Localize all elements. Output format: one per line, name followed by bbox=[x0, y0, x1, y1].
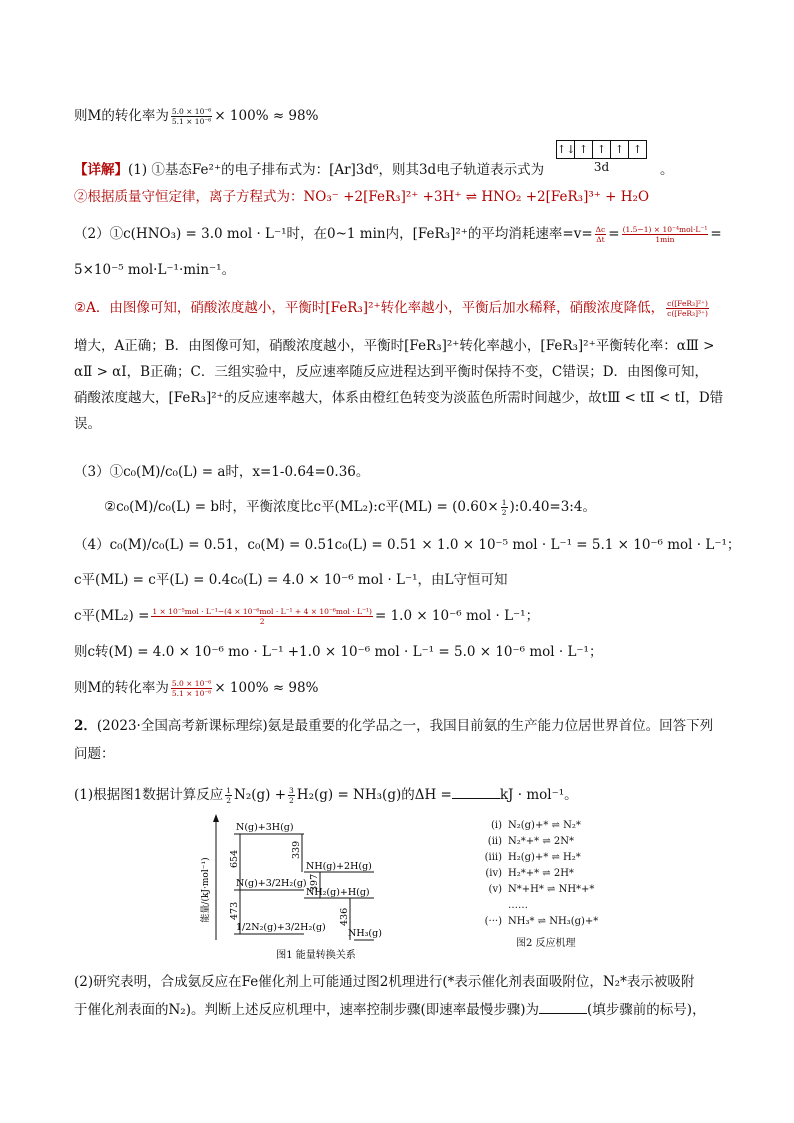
fraction: $\frac{\text{5.0 × 10⁻⁶}}{\text{5.1 × 10⁻⁶}}$ bbox=[171, 107, 212, 126]
part2-line5: αⅡ > αⅠ，B正确；C．三组实验中，反应速率随反应进程达到平衡时保持不变，C错误；D．由图像可知， bbox=[74, 364, 709, 380]
q2-sub1-line: (1)根据图1数据计算反应 $\frac{1}{2}$ N₂(g) + $\frac{3}{2}$ H₂(g) = NH₃(g)的ΔH = kJ · mol⁻¹。 bbox=[74, 786, 578, 805]
part4-line1: （4）c₀(M)/c₀(L) = 0.51，c₀(M) = 0.51c₀(L) = 0.51 × 1.0 × 10⁻⁵ mol · L⁻¹ = 5.1 × 10⁻⁶ mol · L⁻¹； bbox=[74, 537, 741, 553]
mechanism-step bbox=[468, 898, 598, 914]
mechanism-step bbox=[468, 818, 598, 834]
part2-line1: （2）①c(HNO₃) = 3.0 mol · L⁻¹时，在0~1 min内，[FeR₃]²⁺的平均消耗速率=v= $\frac{\Delta c}{\Delta t}$ = $\frac{\text{(1.5−1) × 10⁻⁴mol·L⁻¹}}{1\min}$ = bbox=[74, 225, 722, 244]
mechanism-step bbox=[468, 834, 598, 850]
step-label: (ii) bbox=[487, 836, 502, 847]
q2-intro-line2: 问题： bbox=[74, 746, 115, 762]
answer-blank[interactable] bbox=[452, 798, 500, 799]
step-equation: H₂(g)+* ⇌ H₂* bbox=[508, 852, 581, 863]
orbital-boxes bbox=[556, 140, 647, 159]
fraction: $\frac{\text{c([FeR₃]²⁺)}}{\text{c([FeR₃]³⁺)}}$ bbox=[667, 299, 708, 318]
answer-blank[interactable] bbox=[539, 1013, 587, 1014]
gap-label: 339 bbox=[291, 840, 302, 859]
fraction: $\frac{1}{2}$ bbox=[501, 498, 507, 517]
y-axis-label: 能量/(kJ·mol⁻¹) bbox=[201, 857, 211, 923]
detail-part1b-line: ②根据质量守恒定律，离子方程式为：NO₃⁻ +2[FeR₃]²⁺ +3H⁺ ⇌ HNO₂ +2[FeR₃]³⁺ + H₂O bbox=[74, 189, 650, 205]
mechanism-steps bbox=[468, 818, 598, 930]
mechanism-step bbox=[468, 850, 598, 866]
question-number: 2． bbox=[74, 718, 97, 734]
part3-line1: （3）①c₀(M)/c₀(L) = a时，x=1-0.64=0.36。 bbox=[74, 464, 370, 480]
mechanism-step bbox=[468, 914, 598, 930]
gap-label: 397 bbox=[309, 873, 320, 892]
level-label: NH(g)+2H(g) bbox=[306, 861, 372, 872]
step-label: (v) bbox=[488, 884, 502, 895]
figure2-caption: 图2 反应机理 bbox=[516, 938, 576, 949]
part2-line7: 误。 bbox=[74, 416, 101, 432]
step-label: (iii) bbox=[484, 852, 502, 863]
figure2-mechanism bbox=[468, 818, 598, 952]
orbital-cell: ↑ bbox=[575, 141, 593, 158]
part4-line5: 则M的转化率为 $\frac{\text{5.0 × 10⁻⁶}}{\text{5.1 × 10⁻⁶}}$ × 100% ≈ 98% bbox=[74, 679, 319, 698]
gap-label: 473 bbox=[229, 901, 240, 920]
step-equation: N₂*+* ⇌ 2N* bbox=[508, 836, 574, 847]
y-axis-arrow bbox=[213, 814, 219, 822]
part4-line3: c平(ML₂) = $\frac{\text{1 × 10⁻⁵mol · L⁻¹−(4 × 10⁻⁶mol · L⁻¹ + 4 × 10⁻⁶mol · L⁻¹)}}{2}$ = 1.0 × 10⁻⁶ mol · L⁻¹； bbox=[74, 607, 540, 626]
mechanism-step bbox=[468, 866, 598, 882]
step-equation: …… bbox=[508, 900, 528, 911]
part4-line4: 则c转(M) = 4.0 × 10⁻⁶ mo · L⁻¹ +1.0 × 10⁻⁶ mol · L⁻¹ = 5.0 × 10⁻⁶ mol · L⁻¹； bbox=[74, 644, 603, 660]
part2-line3: ②A．由图像可知，硝酸浓度越小，平衡时[FeR₃]²⁺转化率越小，平衡后加水稀释，硝酸浓度降低， $\frac{\text{c([FeR₃]²⁺)}}{\text{c([FeR₃]³⁺)}}$ bbox=[74, 299, 708, 318]
level-label: N(g)+3H(g) bbox=[236, 822, 294, 833]
level-label: NH₂(g)+H(g) bbox=[306, 887, 370, 898]
orbital-cell: ↑ bbox=[632, 143, 643, 156]
fraction: $\frac{3}{2}$ bbox=[289, 786, 294, 805]
fraction: $\frac{\Delta c}{\Delta t}$ bbox=[595, 225, 606, 244]
step-label: (iv) bbox=[485, 868, 502, 879]
step-equation: NH₃* ⇌ NH₃(g)+* bbox=[508, 916, 599, 927]
part2-line2: 5×10⁻⁵ mol·L⁻¹·min⁻¹。 bbox=[74, 262, 236, 278]
mechanism-step bbox=[468, 882, 598, 898]
q2-intro-line1: 2．(2023·全国高考新课标理综)氨是最重要的化学品之一，我国目前氨的生产能力位居世界首位。回答下列 bbox=[74, 718, 714, 734]
gap-label: 654 bbox=[229, 849, 240, 868]
part2-line6: 硝酸浓度越大，[FeR₃]²⁺的反应速率越大，体系由橙红色转变为淡蓝色所需时间越少，故tⅢ < tⅡ < tⅠ，D错 bbox=[74, 390, 724, 406]
orbital-diagram bbox=[556, 140, 647, 174]
q2-sub2-line1: (2)研究表明，合成氨反应在Fe催化剂上可能通过图2机理进行(*表示催化剂表面吸附位，N₂*表示被吸附 bbox=[74, 974, 695, 990]
orbital-cell: ↑↓ bbox=[557, 143, 576, 156]
step-equation: H₂*+* ⇌ 2H* bbox=[508, 868, 574, 879]
fraction: $\frac{1}{2}$ bbox=[226, 786, 231, 805]
level-label: NH₃(g) bbox=[348, 928, 382, 939]
level-label: 1/2N₂(g)+3/2H₂(g) bbox=[236, 922, 326, 933]
fraction: $\frac{\text{(1.5−1) × 10⁻⁴mol·L⁻¹}}{1\min}$ bbox=[622, 225, 708, 244]
orbital-cell: ↑ bbox=[611, 141, 629, 158]
detail-bracket: 【详解】 bbox=[74, 162, 128, 178]
gap-label: 436 bbox=[339, 907, 350, 926]
orbital-cell: ↑ bbox=[593, 141, 611, 158]
fraction: $\frac{\text{1 × 10⁻⁵mol · L⁻¹−(4 × 10⁻⁶mol · L⁻¹ + 4 × 10⁻⁶mol · L⁻¹)}}{2}$ bbox=[152, 607, 372, 626]
level-label: N(g)+3/2H₂(g) bbox=[236, 878, 307, 889]
part2-line4: 增大，A正确；B．由图像可知，硝酸浓度越小，平衡时[FeR₃]²⁺转化率越小，[FeR₃]²⁺平衡转化率：αⅢ > bbox=[74, 338, 715, 354]
step-label: (i) bbox=[490, 820, 502, 831]
top-conversion-line: 则M的转化率为 $\frac{\text{5.0 × 10⁻⁶}}{\text{5.1 × 10⁻⁶}}$ × 100% ≈ 98% bbox=[74, 107, 319, 126]
detail-part1-line: 【详解】(1) ①基态Fe²⁺的电子排布式为：[Ar]3d⁶，则其3d电子轨道表示式为 。 bbox=[74, 162, 674, 178]
fraction: $\frac{\text{5.0 × 10⁻⁶}}{\text{5.1 × 10⁻⁶}}$ bbox=[171, 679, 212, 698]
figure1-caption: 图1 能量转换关系 bbox=[276, 950, 356, 961]
part3-line2: ②c₀(M)/c₀(L) = b时，平衡浓度比c平(ML₂):c平(ML) = (0.60× $\frac{1}{2}$ ):0.40=3:4。 bbox=[104, 498, 596, 517]
step-label: (···) bbox=[484, 916, 502, 927]
q2-sub2-line2: 于催化剂表面的N₂)。判断上述反应机理中，速率控制步骤(即速率最慢步骤)为 (填步骤前的标号)， bbox=[74, 1002, 706, 1018]
step-equation: N₂(g)+* ⇌ N₂* bbox=[508, 820, 581, 831]
figure1-energy-diagram bbox=[196, 812, 426, 962]
part4-line2: c平(ML) = c平(L) = 0.4c₀(L) = 4.0 × 10⁻⁶ mol · L⁻¹，由L守恒可知 bbox=[74, 572, 508, 588]
step-equation: N*+H* ⇌ NH*+* bbox=[508, 884, 595, 895]
orbital-label: 3d bbox=[593, 160, 610, 174]
